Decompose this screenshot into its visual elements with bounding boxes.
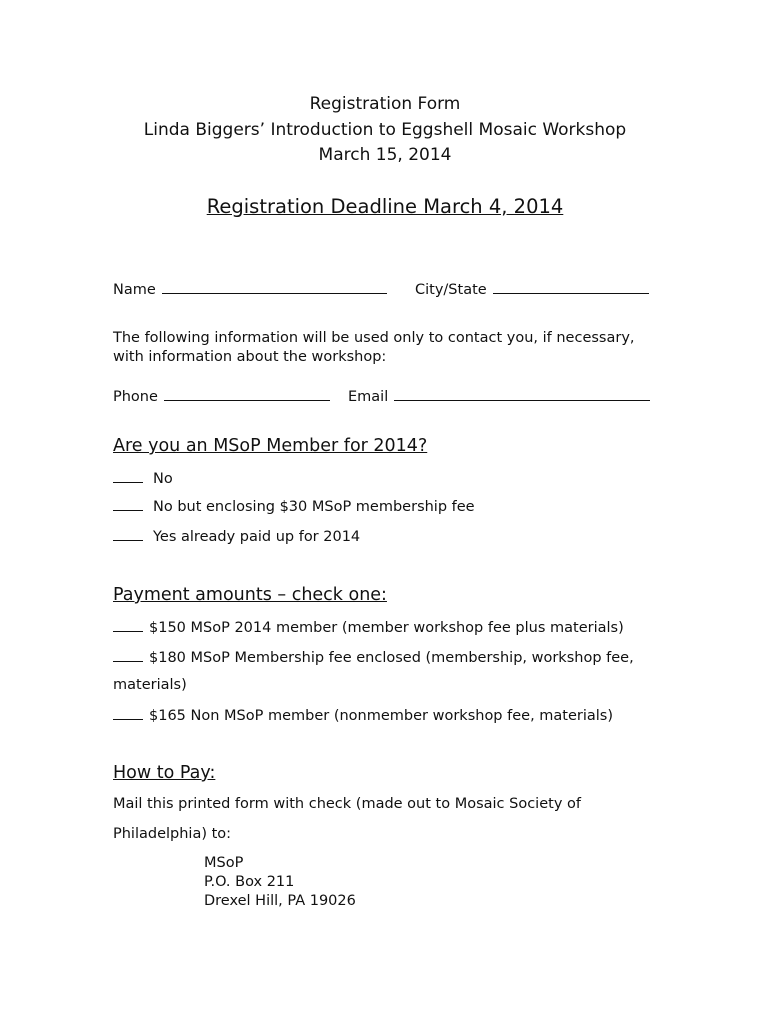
name-blank[interactable]	[162, 281, 387, 294]
payment-option-label: $180 MSoP Membership fee enclosed (membership, workshop fee,	[149, 650, 634, 666]
payment-option-180-continued: materials)	[113, 677, 187, 693]
checkbox-blank[interactable]	[113, 649, 143, 662]
payment-option-180[interactable]	[113, 649, 634, 666]
payment-option-150[interactable]	[113, 619, 624, 636]
payment-option-label: $165 Non MSoP member (nonmember workshop fee, materials)	[149, 708, 614, 724]
city-state-blank[interactable]	[493, 281, 649, 294]
membership-option-label: No but enclosing $30 MSoP membership fee	[153, 499, 475, 515]
payment-heading: Payment amounts – check one:	[113, 585, 387, 605]
how-to-pay-heading: How to Pay:	[113, 763, 216, 783]
payment-option-165[interactable]	[113, 707, 613, 724]
phone-blank[interactable]	[164, 388, 330, 401]
payment-option-label: $150 MSoP 2014 member (member workshop fee plus materials)	[149, 620, 624, 636]
workshop-date: March 15, 2014	[318, 145, 452, 165]
checkbox-blank[interactable]	[113, 707, 143, 720]
email-field[interactable]	[348, 388, 650, 405]
form-title: Registration Form	[309, 94, 461, 114]
contact-info-line-1: The following information will be used only to contact you, if necessary,	[113, 330, 635, 346]
contact-info-line-2: with information about the workshop:	[113, 349, 387, 365]
checkbox-blank[interactable]	[113, 528, 143, 541]
checkbox-blank[interactable]	[113, 470, 143, 483]
name-label: Name	[113, 282, 156, 298]
name-field[interactable]	[113, 281, 387, 298]
city-state-label: City/State	[415, 282, 487, 298]
city-state-field[interactable]	[415, 281, 649, 298]
address-line-2: P.O. Box 211	[204, 874, 295, 890]
workshop-title: Linda Biggers’ Introduction to Eggshell Mosaic Workshop	[143, 120, 627, 140]
registration-deadline: Registration Deadline March 4, 2014	[206, 195, 564, 218]
how-to-pay-line-1: Mail this printed form with check (made out to Mosaic Society of	[113, 796, 581, 812]
membership-option-label: No	[153, 471, 173, 487]
membership-option-label: Yes already paid up for 2014	[153, 529, 361, 545]
checkbox-blank[interactable]	[113, 619, 143, 632]
membership-option-paid[interactable]	[113, 528, 360, 545]
email-label: Email	[348, 389, 389, 405]
membership-option-enclosing[interactable]	[113, 498, 475, 515]
phone-field[interactable]	[113, 388, 330, 405]
how-to-pay-line-2: Philadelphia) to:	[113, 826, 232, 842]
address-line-3: Drexel Hill, PA 19026	[204, 893, 356, 909]
phone-label: Phone	[113, 389, 158, 405]
email-blank[interactable]	[394, 388, 650, 401]
address-line-1: MSoP	[204, 855, 244, 871]
membership-option-no[interactable]	[113, 470, 173, 487]
checkbox-blank[interactable]	[113, 498, 143, 511]
membership-heading: Are you an MSoP Member for 2014?	[113, 436, 428, 456]
